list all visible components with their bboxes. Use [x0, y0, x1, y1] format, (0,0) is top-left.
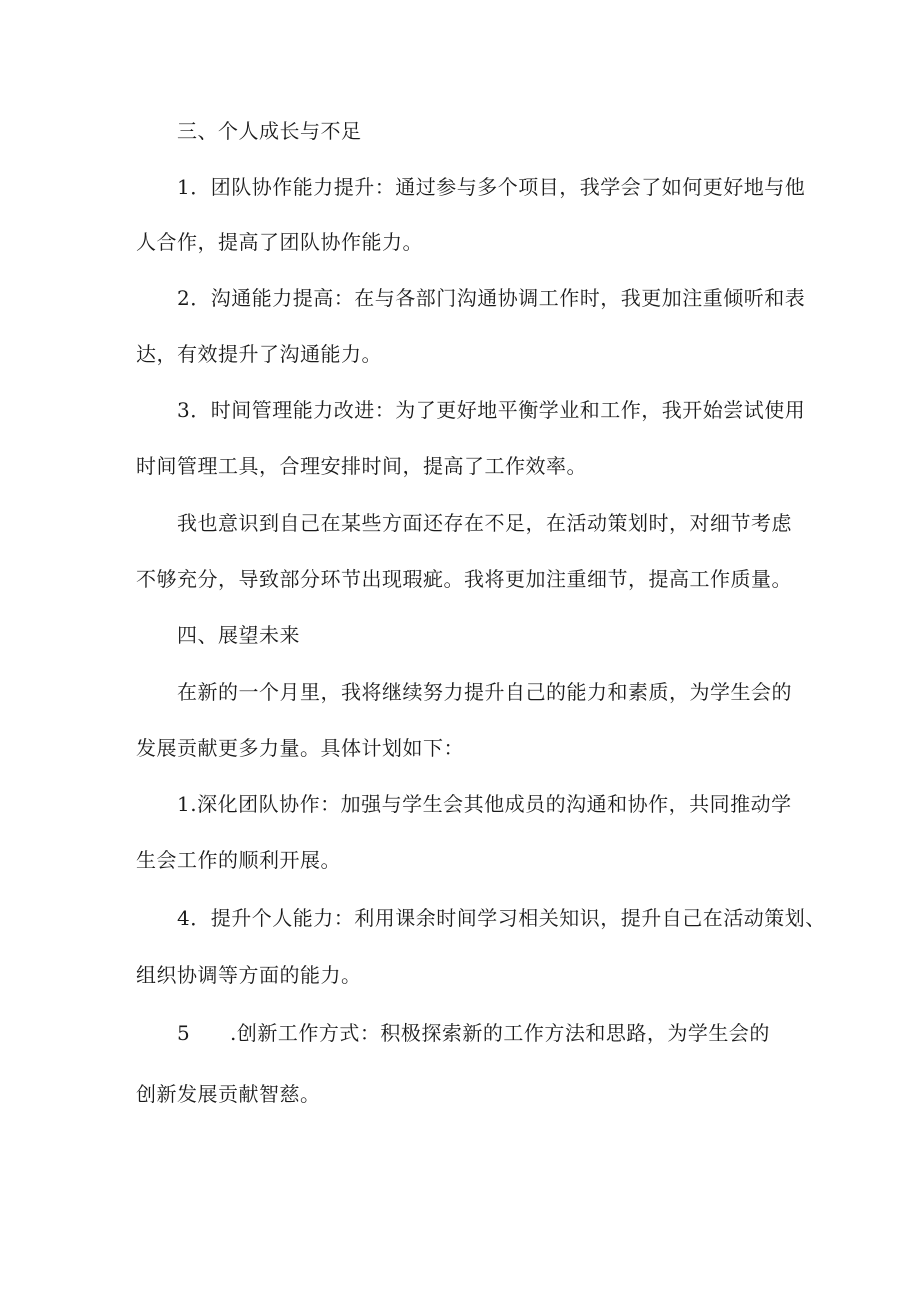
- plan-5-line-2: 创新发展贡献智慈。: [136, 1082, 321, 1106]
- item-2-line-1: 2．沟通能力提高：在与各部门沟通协调工作时，我更加注重倾听和表: [177, 286, 806, 310]
- plan-1-line-1: 1.深化团队协作：加强与学生会其他成员的沟通和协作，共同推动学: [177, 792, 792, 816]
- shortfall-line-2: 不够充分，导致部分环节出现瑕疵。我将更加注重细节，提高工作质量。: [136, 567, 792, 591]
- plan-5-line-1: .创新工作方式：积极探索新的工作方法和思路，为学生会的: [230, 1021, 770, 1045]
- item-2-line-2: 达，有效提升了沟通能力。: [136, 342, 382, 366]
- item-1-line-2: 人合作，提高了团队协作能力。: [136, 230, 423, 254]
- item-3-line-1: 3．时间管理能力改进：为了更好地平衡学业和工作，我开始尝试使用: [177, 398, 806, 422]
- section-heading-3: 三、个人成长与不足: [177, 119, 362, 143]
- section-heading-4: 四、展望未来: [177, 623, 300, 647]
- item-1-line-1: 1．团队协作能力提升：通过参与多个项目，我学会了如何更好地与他: [177, 175, 806, 199]
- plan-4-line-1: 4．提升个人能力：利用课余时间学习相关知识，提升自己在活动策划、: [177, 906, 826, 930]
- item-3-line-2: 时间管理工具，合理安排时间，提高了工作效率。: [136, 454, 587, 478]
- outlook-line-1: 在新的一个月里，我将继续努力提升自己的能力和素质，为学生会的: [177, 680, 792, 704]
- shortfall-line-1: 我也意识到自己在某些方面还存在不足，在活动策划时，对细节考虑: [177, 511, 792, 535]
- plan-5-number: 5: [177, 1021, 191, 1045]
- outlook-line-2: 发展贡献更多力量。具体计划如下：: [136, 736, 464, 760]
- plan-1-line-2: 生会工作的顺利开展。: [136, 848, 341, 872]
- plan-4-line-2: 组织协调等方面的能力。: [136, 963, 362, 987]
